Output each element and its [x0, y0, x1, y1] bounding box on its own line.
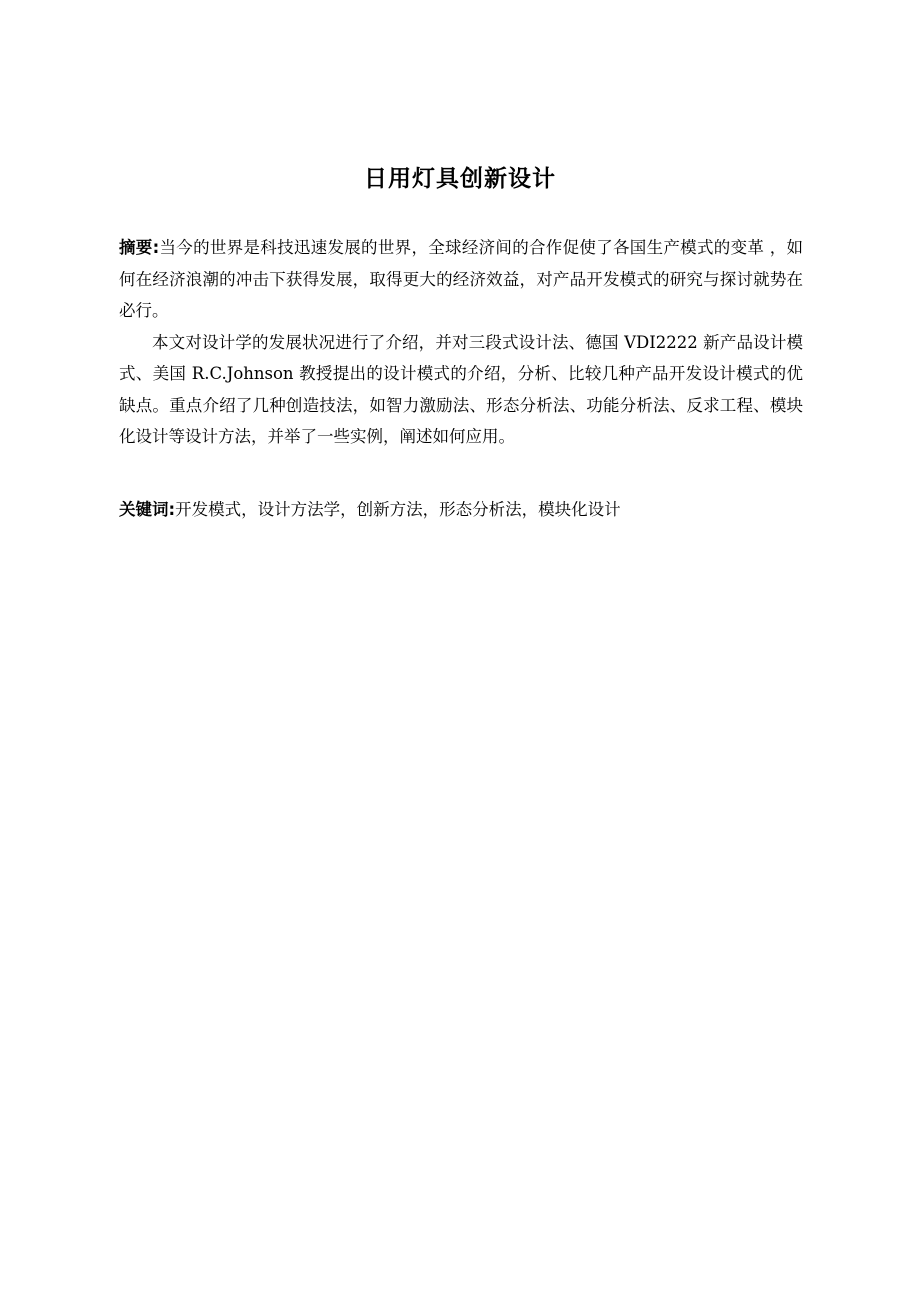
abstract-text-2: 本文对设计学的发展状况进行了介绍，并对三段式设计法、德国 VDI2222 新产品设计模式、美国 R.C.Johnson 教授提出的设计模式的介绍，分析、比较几种产品开发设计模式的优缺点。重点介绍了几种创造技法，如智力激励法、形态分析法、功能分析法、反求工程、模块化设计等设计方法，并举了一些实例，阐述如何应用。: [119, 332, 803, 446]
document-title: 日用灯具创新设计: [364, 166, 556, 192]
abstract-section: [119, 232, 803, 453]
abstract-label: 摘要:: [119, 238, 160, 257]
keywords-section: [119, 494, 803, 526]
abstract-paragraph-2: [119, 327, 803, 453]
keywords-label: 关键词:: [119, 500, 176, 519]
abstract-paragraph-1: [119, 232, 803, 327]
abstract-text-1: 当今的世界是科技迅速发展的世界，全球经济间的合作促使了各国生产模式的变革 ，如何在经济浪潮的冲击下获得发展，取得更大的经济效益，对产品开发模式的研究与探讨就势在必行。: [119, 238, 803, 320]
keywords-text: 开发模式，设计方法学，创新方法，形态分析法，模块化设计: [175, 500, 621, 519]
